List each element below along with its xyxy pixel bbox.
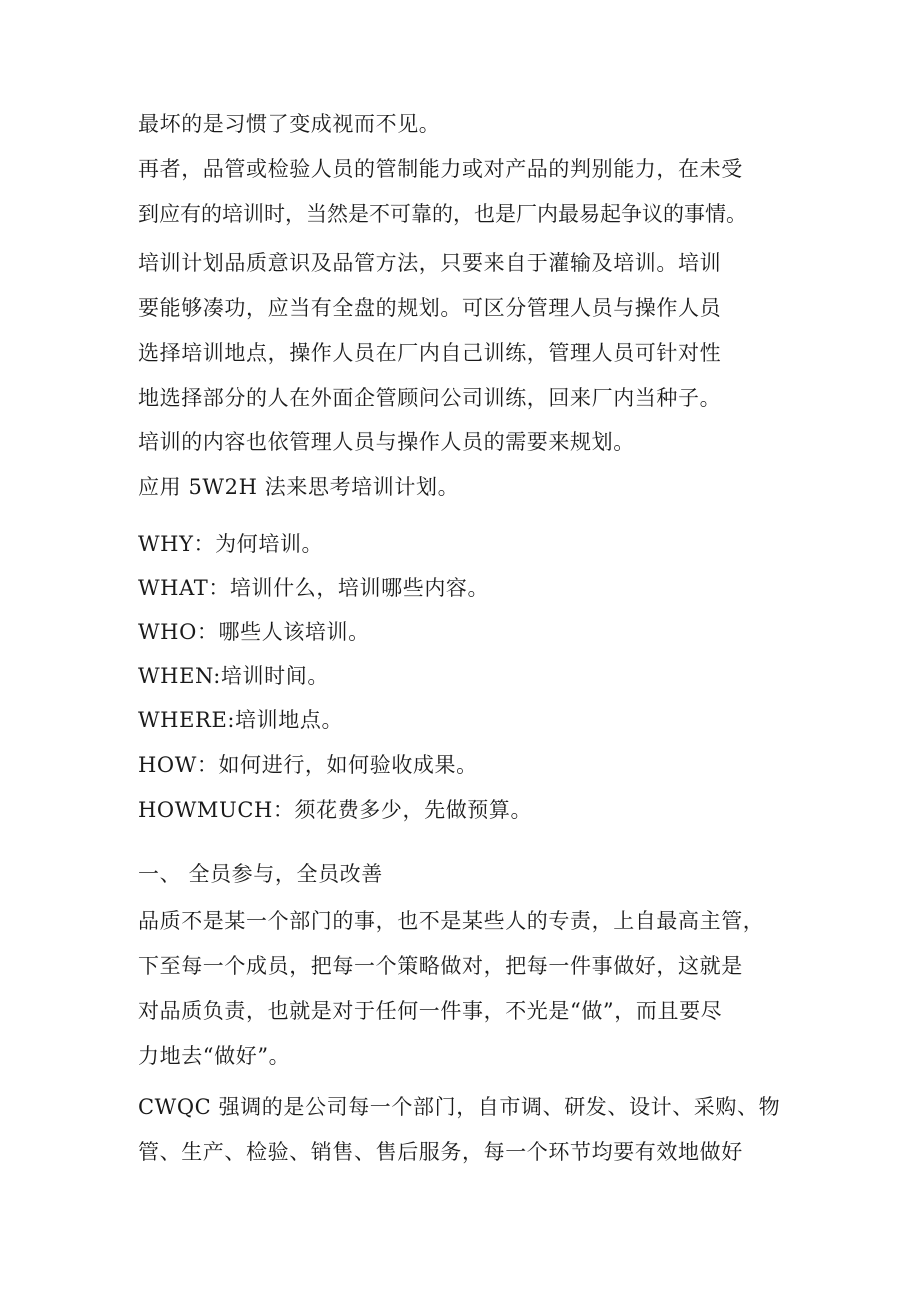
list-item-how: HOW：如何进行，如何验收成果。 [138, 753, 478, 777]
paragraph-line: 选择培训地点，操作人员在厂内自己训练，管理人员可针对性 [138, 341, 722, 365]
list-item-who: WHO：哪些人该培训。 [138, 620, 370, 644]
paragraph-line: 要能够凑功，应当有全盘的规划。可区分管理人员与操作人员 [138, 296, 722, 320]
paragraph-line: 力地去“做好”。 [138, 1044, 291, 1068]
list-item-where: WHERE:培训地点。 [138, 708, 344, 732]
paragraph-line: 对品质负责，也就是对于任何一件事，不光是“做”，而且要尽 [138, 999, 723, 1023]
paragraph-line: 应用 5W2H 法来思考培训计划。 [138, 475, 460, 499]
list-item-why: WHY：为何培训。 [138, 532, 324, 556]
list-item-when: WHEN:培训时间。 [138, 664, 329, 688]
paragraph-line: 下至每一个成员，把每一个策略做对，把每一件事做好，这就是 [138, 954, 743, 978]
paragraph-line: 管、生产、检验、销售、售后服务，每一个环节均要有效地做好 [138, 1140, 743, 1164]
paragraph-line: 最坏的是习惯了变成视而不见。 [138, 112, 441, 136]
paragraph-line: 培训的内容也依管理人员与操作人员的需要来规划。 [138, 430, 635, 454]
paragraph-line: 地选择部分的人在外面企管顾问公司训练，回来厂内当种子。 [138, 386, 722, 410]
list-item-what: WHAT：培训什么，培训哪些内容。 [138, 576, 490, 600]
list-item-howmuch: HOWMUCH：须花费多少，先做预算。 [138, 798, 533, 822]
section-heading: 一、 全员参与，全员改善 [138, 862, 383, 886]
paragraph-line: 品质不是某一个部门的事，也不是某些人的专责，上自最高主管， [138, 909, 765, 933]
paragraph-line: 培训计划品质意识及品管方法，只要来自于灌输及培训。培训 [138, 251, 722, 275]
paragraph-line: 再者，品管或检验人员的管制能力或对产品的判别能力，在未受 [138, 157, 743, 181]
paragraph-line: 到应有的培训时，当然是不可靠的，也是厂内最易起争议的事情。 [138, 202, 747, 226]
paragraph-line: CWQC 强调的是公司每一个部门，自市调、研发、设计、采购、物 [138, 1095, 781, 1119]
